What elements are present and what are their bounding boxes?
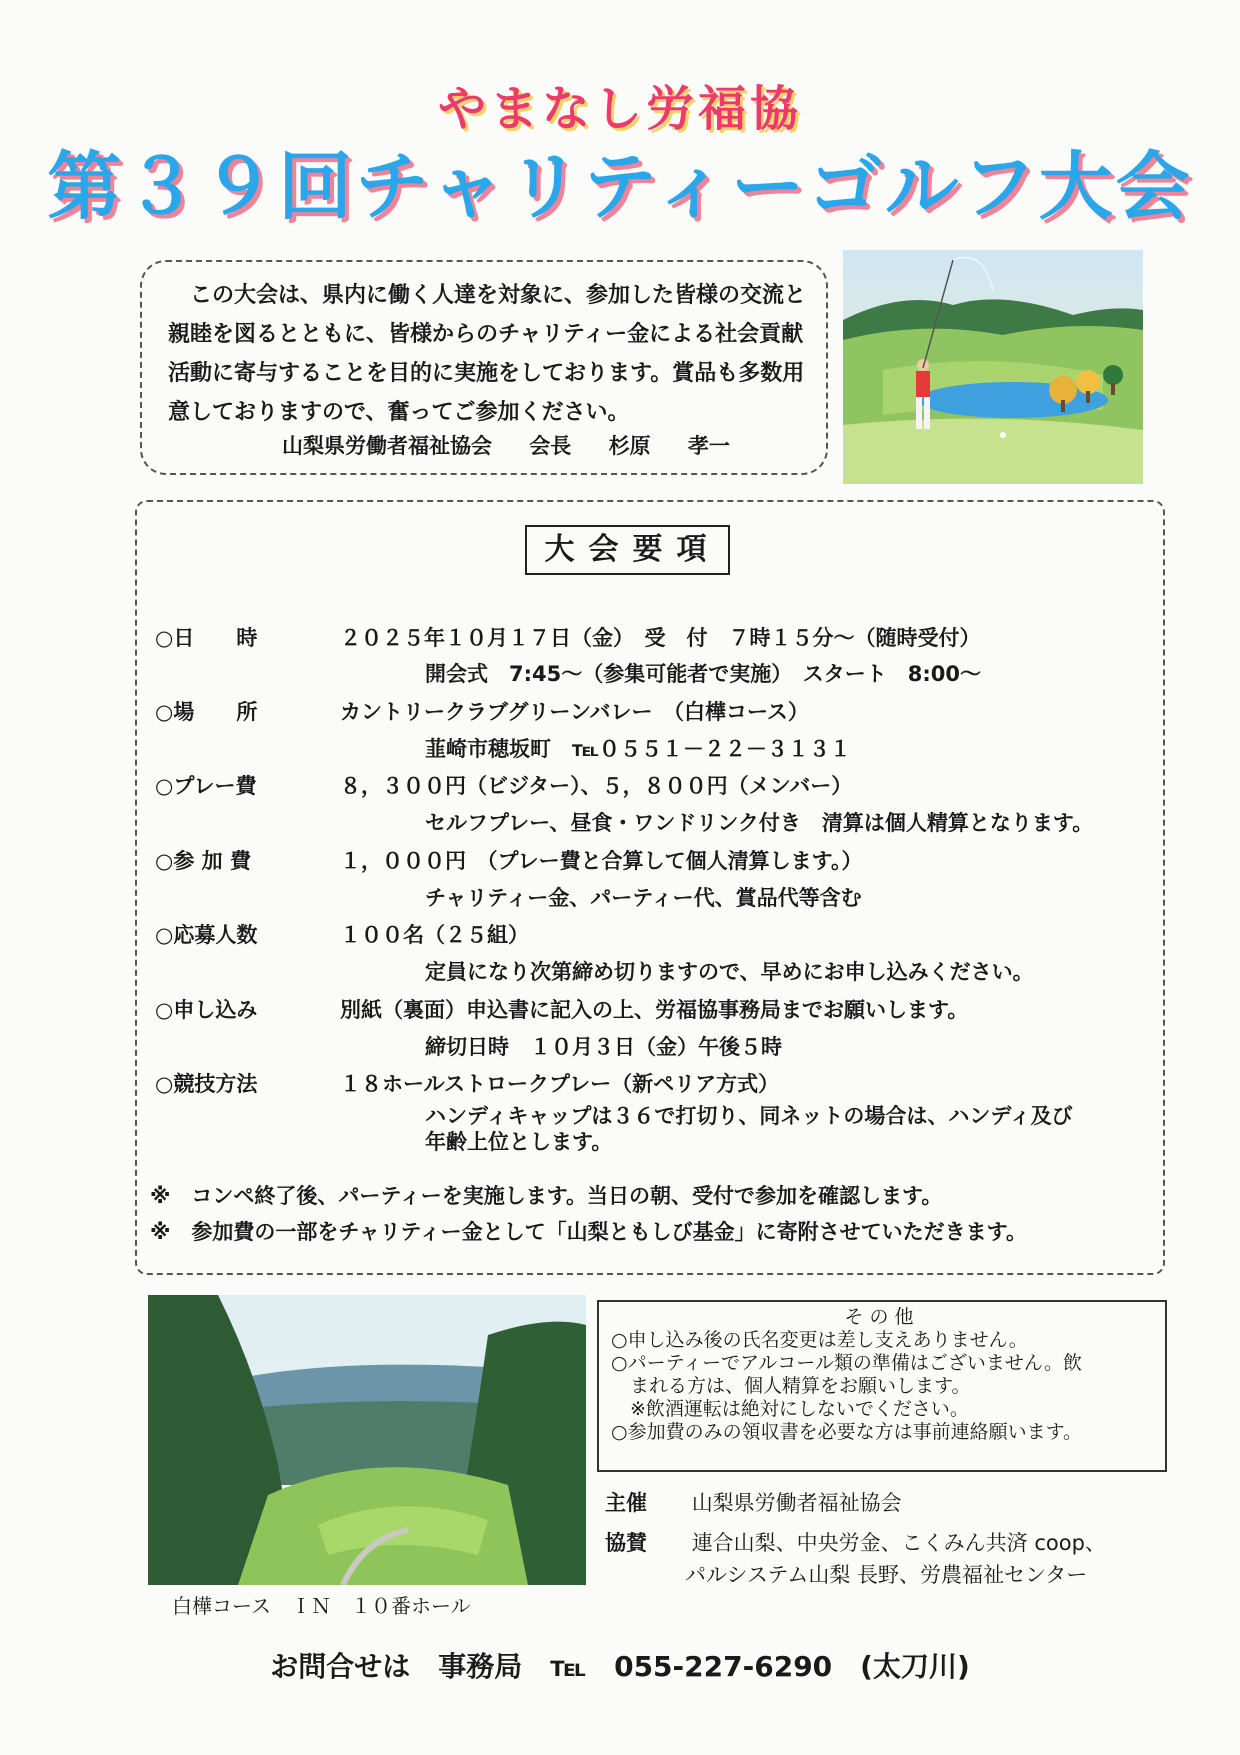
sponsor-value-2: パルシステム山梨 長野、労農福祉センター: [685, 1563, 1088, 1587]
detail-play-fee: セルフプレー、昼食・ワンドリンク付き 清算は個人精算となります。: [425, 811, 1094, 835]
other-line-5: ○参加費のみの領収書を必要な方は事前連絡願います。: [611, 1421, 1083, 1443]
value-venue: カントリークラブグリーンバレー （白樺コース）: [340, 700, 809, 724]
intro-box: [140, 260, 828, 475]
label-application: ○申し込み: [155, 998, 258, 1022]
outline-title: 大会要項: [525, 525, 730, 575]
other-line-1: ○申し込み後の氏名変更は差し支えありません。: [611, 1329, 1028, 1351]
detail-venue: 韮崎市穂坂町 ℡０５５１－２２－３１３１: [425, 737, 851, 761]
golfer-illustration: [843, 250, 1143, 484]
value-date: ２０２５年１０月１７日（金） 受 付 ７時１５分～（随時受付）: [340, 626, 981, 650]
sponsor-row-2: [685, 1559, 1087, 1589]
value-capacity: １００名（２５組）: [340, 923, 529, 947]
value-play-fee: ８，３００円（ビジター）、５，８００円（メンバー）: [340, 774, 853, 798]
note-party: ※ コンペ終了後、パーティーを実施します。当日の朝、受付で参加を確認します。: [150, 1184, 943, 1208]
label-entry-fee: ○参 加 費: [155, 849, 251, 873]
value-application: 別紙（裏面）申込書に記入の上、労福協事務局までお願いします。: [340, 998, 969, 1022]
course-photo: [148, 1295, 586, 1585]
detail-format: ハンディキャップは３６で打切り、同ネットの場合は、ハンディ及び: [425, 1104, 1073, 1128]
other-line-3: まれる方は、個人精算をお願いします。: [611, 1375, 971, 1397]
sponsor-label: 協賛: [605, 1531, 647, 1555]
label-venue: ○場 所: [155, 700, 258, 724]
header-subtitle: やまなし労福協: [437, 81, 802, 137]
host-row: [605, 1487, 902, 1517]
detail-capacity: 定員になり次第締め切りますので、早めにお申し込みください。: [425, 960, 1034, 984]
detail-application: 締切日時 １０月３日（金）午後５時: [425, 1035, 782, 1059]
label-format: ○競技方法: [155, 1072, 258, 1096]
host-label: 主催: [605, 1491, 647, 1515]
other-line-2: ○パーティーでアルコール類の準備はございません。飲: [611, 1352, 1083, 1374]
photo-caption: 白樺コース ＩＮ １０番ホール: [172, 1594, 471, 1618]
sponsor-row: [605, 1527, 1106, 1557]
contact-info: お問合せは 事務局 ℡ 055-227-6290 (太刀川): [270, 1650, 970, 1683]
page-title: 第３９回チャリティーゴルフ大会: [47, 144, 1193, 230]
note-charity: ※ 参加費の一部をチャリティー金として「山梨ともしび基金」に寄附させていただきます。: [150, 1220, 1028, 1244]
label-date: ○日 時: [155, 626, 258, 650]
other-title: その他: [844, 1306, 920, 1328]
label-play-fee: ○プレー費: [155, 774, 257, 798]
other-line-4: ※飲酒運転は絶対にしないでください。: [611, 1398, 969, 1420]
label-capacity: ○応募人数: [155, 923, 258, 947]
detail-date: 開会式 7:45～（参集可能者で実施） スタート 8:00～: [425, 662, 981, 686]
sponsor-value-1: 連合山梨、中央労金、こくみん共済 coop、: [691, 1531, 1106, 1555]
value-format: １８ホールストロークプレー（新ペリア方式）: [340, 1072, 780, 1096]
intro-signature: 山梨県労働者福祉協会 会長 杉原 孝一: [282, 434, 730, 458]
detail-format-2: 年齢上位とします。: [425, 1130, 613, 1154]
detail-entry-fee: チャリティー金、パーティー代、賞品代等含む: [425, 886, 862, 910]
other-box: [597, 1300, 1167, 1472]
intro-text: この大会は、県内に働く人達を対象に、参加した皆様の交流と親睦を図るとともに、皆様からのチャリティー金による社会貢献活動に寄与することを目的に実施をしております。賞品も多数用意しておりますので、奮ってご参加ください。: [168, 283, 807, 425]
value-entry-fee: １，０００円 （プレー費と合算して個人清算します。）: [340, 849, 863, 873]
host-value: 山梨県労働者福祉協会: [691, 1491, 902, 1515]
